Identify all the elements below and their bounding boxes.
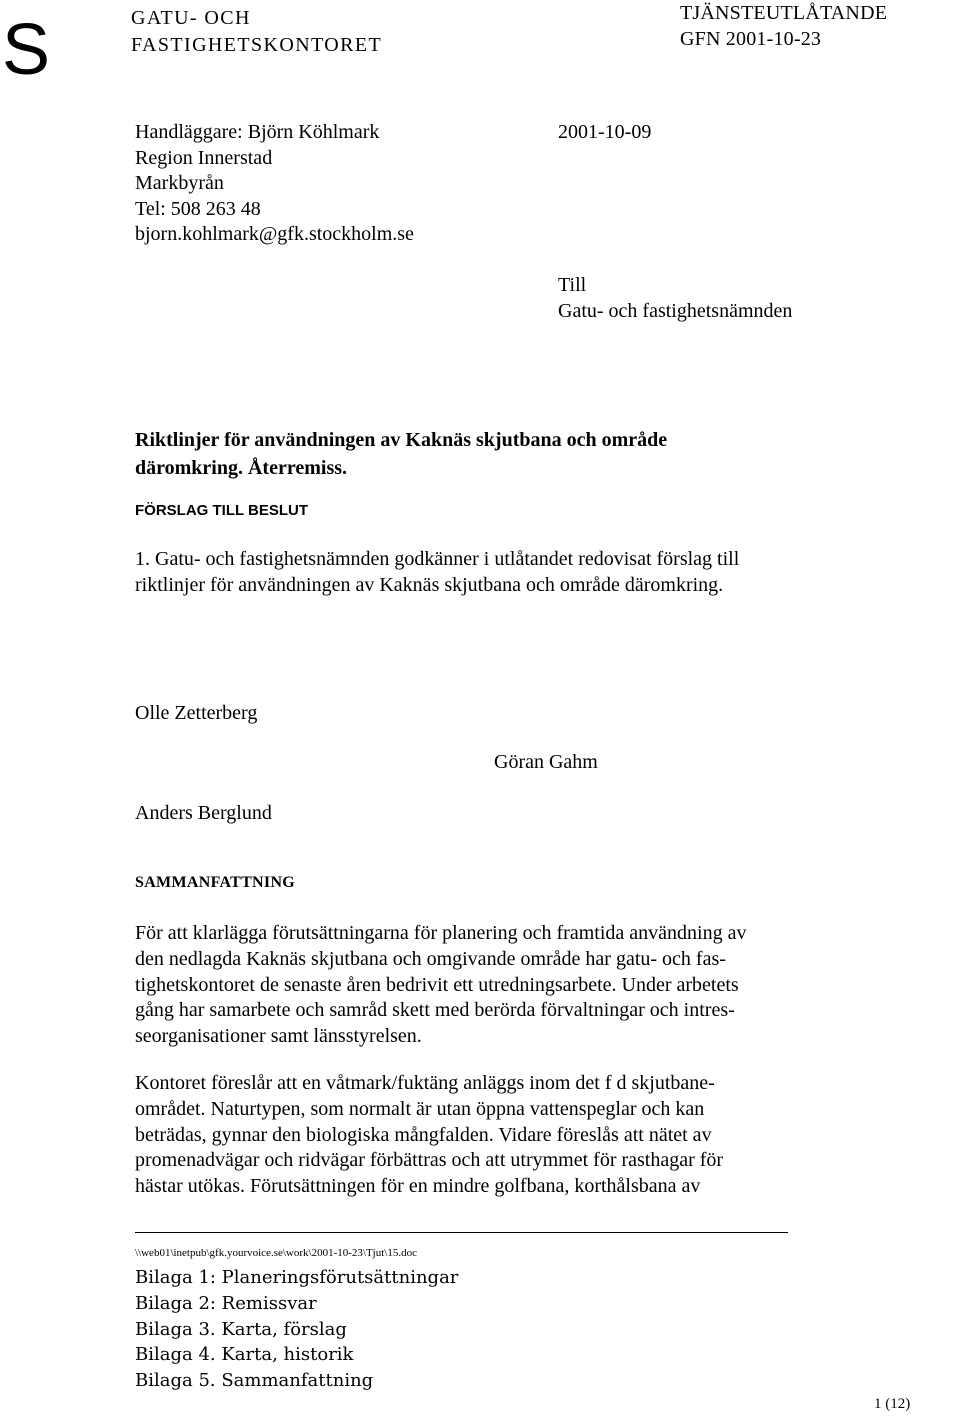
attachment-item: Bilaga 1: Planeringsförutsättningar (135, 1267, 459, 1288)
handler-region: Region Innerstad (135, 146, 273, 169)
text-line: området. Naturtypen, som normalt är utan öppna vattenspeglar och kan (135, 1097, 705, 1120)
subject-title (135, 426, 667, 482)
recipient-to: Till (558, 274, 587, 296)
signature-anders-berglund: Anders Berglund (135, 802, 272, 824)
signature-olle-zetterberg: Olle Zetterberg (135, 702, 258, 724)
text-line: hästar utökas. Förutsättningen för en mindre golfbana, korthålsbana av (135, 1175, 701, 1198)
handler-name: Handläggare: Björn Köhlmark (135, 121, 380, 143)
attachment-item: Bilaga 4. Karta, historik (135, 1344, 354, 1366)
document-date: 2001-10-09 (558, 121, 652, 143)
text-line: den nedlagda Kaknäs skjutbana och omgivande område har gatu- och fas- (135, 947, 726, 970)
text-line: gång har samarbete och samråd skett med berörda förvaltningar och intres- (135, 999, 735, 1022)
attachment-item: Bilaga 5. Sammanfattning (135, 1370, 374, 1392)
logo-letter: S (2, 10, 51, 90)
summary-paragraph-2 (135, 1071, 723, 1200)
document-type: TJÄNSTEUTLÅTANDE (680, 2, 888, 24)
subject-line1: Riktlinjer för användningen av Kaknäs skjutbana och område (135, 429, 668, 451)
organization-line2: FASTIGHETSKONTORET (131, 34, 383, 56)
signature-goran-gahm: Göran Gahm (494, 751, 598, 773)
attachment-item: Bilaga 2: Remissvar (135, 1292, 317, 1314)
subject-line2: däromkring. Återremiss. (135, 457, 348, 479)
proposal-line1: 1. Gatu- och fastighetsnämnden godkänner i utlåtandet redovisat förslag till (135, 548, 740, 570)
handler-email[interactable]: bjorn.kohlmark@gfk.stockholm.se (135, 223, 414, 245)
page-number: 1 (12) (874, 1396, 911, 1412)
proposal-line2: riktlinjer för användningen av Kaknäs skjutbana och område däromkring. (135, 574, 724, 596)
document-reference: GFN 2001-10-23 (680, 28, 822, 50)
handler-bureau: Markbyrån (135, 172, 224, 194)
proposal-text (135, 546, 739, 598)
handler-phone: Tel: 508 263 48 (135, 197, 261, 220)
text-line: beträdas, gynnar den biologiska mångfalden. Vidare föreslås att nätet av (135, 1123, 712, 1146)
organization-line1: GATU- OCH (131, 7, 251, 29)
recipient-block (558, 272, 792, 324)
proposal-heading: FÖRSLAG TILL BESLUT (135, 502, 309, 519)
document-meta (680, 0, 887, 52)
organization-name (131, 5, 382, 59)
attachments-list (135, 1265, 458, 1394)
recipient-name: Gatu- och fastighetsnämnden (558, 300, 793, 322)
text-line: seorganisationer samt länsstyrelsen. (135, 1025, 422, 1048)
footer-divider (135, 1232, 788, 1233)
summary-heading: SAMMANFATTNING (135, 874, 296, 891)
file-path: \\web01\inetpub\gfk.yourvoice.se\work\2001-10-23\Tjut\15.doc (135, 1247, 417, 1259)
summary-paragraph-1 (135, 921, 746, 1050)
attachment-item: Bilaga 3. Karta, förslag (135, 1318, 347, 1340)
text-line: tighetskontoret de senaste åren bedrivit ett utredningsarbete. Under arbetets (135, 973, 739, 996)
handler-block (135, 120, 414, 248)
text-line: promenadvägar och ridvägar förbättras och att utrymmet för rasthagar för (135, 1149, 724, 1172)
text-line: För att klarlägga förutsättningarna för planering och framtida användning av (135, 922, 747, 944)
text-line: Kontoret föreslår att en våtmark/fuktäng anläggs inom det f d skjutbane- (135, 1072, 715, 1094)
